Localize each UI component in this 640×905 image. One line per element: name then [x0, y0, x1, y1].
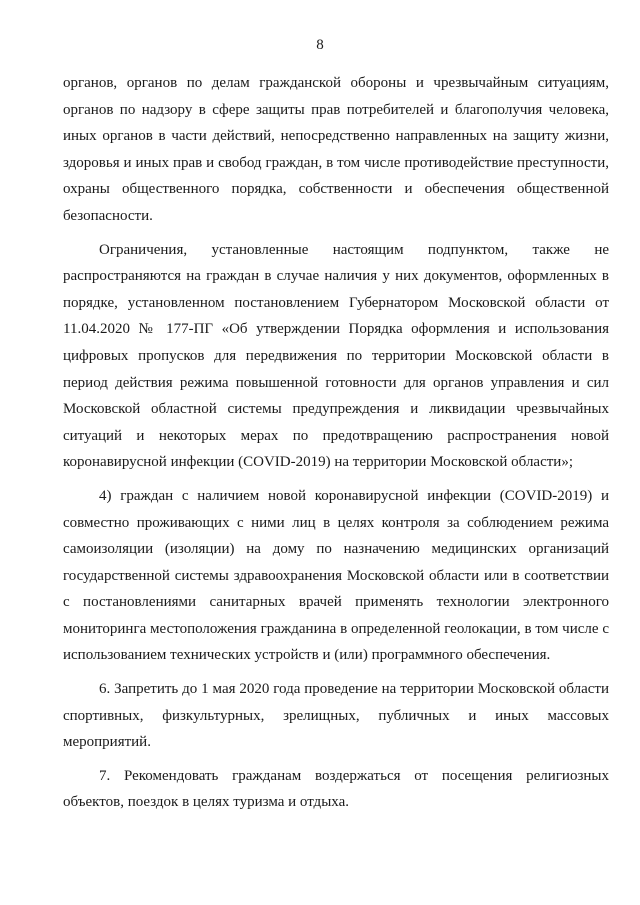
page-number: 8 [316, 37, 324, 53]
document-body [63, 70, 609, 816]
paragraph-continuation: органов, органов по делам гражданской обороны и чрезвычайным ситуациям, органов по надзору в сфере защиты прав потребителей и благополучия человека, иных органов в части действий, непосредственно направленных на защиту жизни, здоровья и иных прав и свобод граждан, в том числе противодействие преступности, охраны общественного порядка, собственности и обеспечения общественной безопасности. [63, 75, 609, 224]
paragraph-restrictions: Ограничения, установленные настоящим подпунктом, также не распространяются на граждан в случае наличия у них документов, оформленных в порядке, установленном постановлением Губернатором Московской области от 11.04.2020 № 177-ПГ «Об утверждении Порядка оформления и использования цифровых пропусков для передвижения по территории Московской области в период действия режима повышенной готовности для органов управления и сил Московской областной системы предупреждения и ликвидации чрезвычайных ситуаций и некоторых мерах по предотвращению распространения новой коронавирусной инфекции (COVID-2019) на территории Московской области»; [63, 241, 609, 471]
paragraph-item-6: 6. Запретить до 1 мая 2020 года проведение на территории Московской области спортивных, физкультурных, зрелищных, публичных и иных массовых мероприятий. [63, 681, 609, 751]
paragraph-item-7: 7. Рекомендовать гражданам воздержаться от посещения религиозных объектов, поездок в целях туризма и отдыха. [63, 767, 609, 811]
paragraph-item-4: 4) граждан с наличием новой коронавирусной инфекции (COVID-2019) и совместно проживающих с ними лиц в целях контроля за соблюдением режима самоизоляции (изоляции) на дому по назначению медицинских организаций государственной системы здравоохранения Московской области или в соответствии с постановлениями санитарных врачей применять технологии электронного мониторинга местоположения гражданина в определенной геолокации, в том числе с использованием технических устройств и (или) программного обеспечения. [63, 487, 609, 664]
